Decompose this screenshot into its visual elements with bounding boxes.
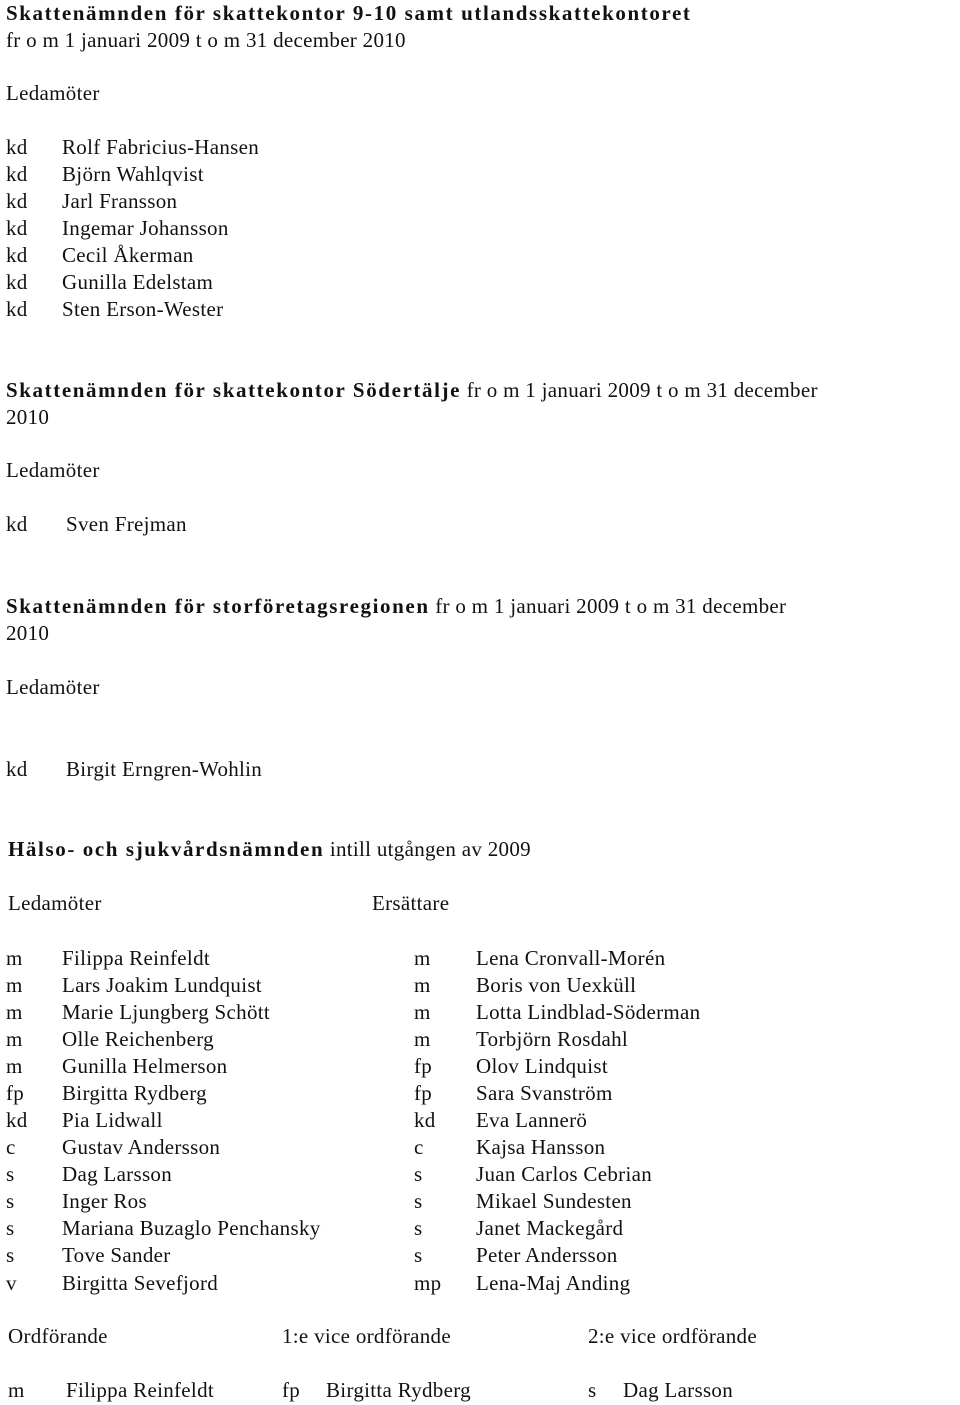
section1-title: Skattenämnden för skattekontor 9-10 samt utlandsskattekontoret: [6, 1, 692, 25]
substitute-name: Boris von Uexküll: [476, 973, 637, 997]
section3-period: fr o m 1 januari 2009 t o m 31 december: [435, 594, 787, 618]
member-name: Sten Erson-Wester: [62, 297, 224, 321]
party-code: s: [6, 1162, 15, 1186]
section3-title: Skattenämnden för storföretagsregionen: [6, 594, 430, 618]
section3-heading: [6, 593, 786, 620]
party-code: kd: [6, 757, 28, 781]
substitute-party-code: s: [414, 1216, 423, 1240]
party-code: m: [6, 1000, 23, 1024]
substitutes-column-header: Ersättare: [372, 891, 450, 915]
party-code: kd: [6, 1108, 28, 1132]
member-name: Jarl Fransson: [62, 189, 178, 213]
party-code: kd: [6, 162, 28, 186]
substitute-name: Olov Lindquist: [476, 1054, 608, 1078]
substitute-name: Mikael Sundesten: [476, 1189, 632, 1213]
vice1-label: 1:e vice ordförande: [282, 1324, 451, 1348]
member-name: Ingemar Johansson: [62, 216, 229, 240]
chair-name: Filippa Reinfeldt: [66, 1378, 214, 1402]
substitute-party-code: s: [414, 1162, 423, 1186]
member-name: Cecil Åkerman: [62, 243, 194, 267]
member-name: Sven Frejman: [66, 512, 187, 536]
member-name: Birgitta Rydberg: [62, 1081, 207, 1105]
substitute-party-code: m: [414, 1027, 431, 1051]
section2-title: Skattenämnden för skattekontor Södertälje: [6, 378, 462, 402]
vice2-name: Dag Larsson: [623, 1378, 734, 1402]
section2-heading: [6, 377, 818, 404]
substitute-party-code: fp: [414, 1054, 433, 1078]
member-name: Birgit Erngren-Wohlin: [66, 757, 263, 781]
section4-heading: [8, 836, 531, 863]
substitute-name: Lena-Maj Anding: [476, 1271, 631, 1295]
substitute-party-code: kd: [414, 1108, 436, 1132]
substitute-name: Kajsa Hansson: [476, 1135, 606, 1159]
section2-period-year: 2010: [6, 405, 50, 429]
section1-members-label: Ledamöter: [6, 81, 100, 105]
section3-members-label: Ledamöter: [6, 675, 100, 699]
member-name: Inger Ros: [62, 1189, 147, 1213]
substitute-party-code: m: [414, 973, 431, 997]
party-code: c: [6, 1135, 16, 1159]
party-code: kd: [6, 243, 28, 267]
substitute-party-code: mp: [414, 1271, 442, 1295]
substitute-name: Peter Andersson: [476, 1243, 618, 1267]
party-code: s: [6, 1189, 15, 1213]
substitute-name: Sara Svanström: [476, 1081, 613, 1105]
party-code: m: [6, 1054, 23, 1078]
member-name: Dag Larsson: [62, 1162, 173, 1186]
party-code: s: [6, 1216, 15, 1240]
member-name: Gustav Andersson: [62, 1135, 221, 1159]
section3-period-year: 2010: [6, 621, 50, 645]
substitute-party-code: s: [414, 1189, 423, 1213]
chair-label: Ordförande: [8, 1324, 108, 1348]
substitute-name: Lotta Lindblad-Söderman: [476, 1000, 701, 1024]
party-code: s: [6, 1243, 15, 1267]
member-name: Mariana Buzaglo Penchansky: [62, 1216, 321, 1240]
substitute-name: Juan Carlos Cebrian: [476, 1162, 652, 1186]
substitute-party-code: m: [414, 946, 431, 970]
party-code: m: [6, 973, 23, 997]
party-code: kd: [6, 297, 28, 321]
party-code: fp: [6, 1081, 25, 1105]
vice1-name: Birgitta Rydberg: [326, 1378, 471, 1402]
party-code: kd: [6, 216, 28, 240]
substitute-party-code: fp: [414, 1081, 433, 1105]
party-code: v: [6, 1271, 17, 1295]
chair-party-code: m: [8, 1378, 25, 1402]
member-name: Gunilla Helmerson: [62, 1054, 228, 1078]
substitute-party-code: c: [414, 1135, 424, 1159]
member-name: Lars Joakim Lundquist: [62, 973, 262, 997]
section2-members-label: Ledamöter: [6, 458, 100, 482]
party-code: m: [6, 1027, 23, 1051]
member-name: Rolf Fabricius-Hansen: [62, 135, 260, 159]
member-name: Filippa Reinfeldt: [62, 946, 210, 970]
party-code: kd: [6, 512, 28, 536]
substitute-party-code: s: [414, 1243, 423, 1267]
party-code: kd: [6, 270, 28, 294]
substitute-name: Lena Cronvall-Morén: [476, 946, 666, 970]
member-name: Olle Reichenberg: [62, 1027, 214, 1051]
vice2-party-code: s: [588, 1378, 597, 1402]
vice1-party-code: fp: [282, 1378, 301, 1402]
member-name: Marie Ljungberg Schött: [62, 1000, 271, 1024]
substitute-name: Eva Lannerö: [476, 1108, 588, 1132]
section2-period: fr o m 1 januari 2009 t o m 31 december: [466, 378, 818, 402]
member-name: Gunilla Edelstam: [62, 270, 214, 294]
party-code: kd: [6, 135, 28, 159]
substitute-name: Janet Mackegård: [476, 1216, 624, 1240]
section1-period: fr o m 1 januari 2009 t o m 31 december 2010: [6, 28, 406, 52]
substitute-name: Torbjörn Rosdahl: [476, 1027, 629, 1051]
member-name: Björn Wahlqvist: [62, 162, 204, 186]
member-name: Pia Lidwall: [62, 1108, 163, 1132]
vice2-label: 2:e vice ordförande: [588, 1324, 757, 1348]
member-name: Tove Sander: [62, 1243, 171, 1267]
party-code: m: [6, 946, 23, 970]
section4-period: intill utgången av 2009: [329, 837, 531, 861]
party-code: kd: [6, 189, 28, 213]
substitute-party-code: m: [414, 1000, 431, 1024]
section4-title: Hälso- och sjukvårdsnämnden: [8, 837, 325, 861]
member-name: Birgitta Sevefjord: [62, 1271, 219, 1295]
members-column-header: Ledamöter: [8, 891, 102, 915]
